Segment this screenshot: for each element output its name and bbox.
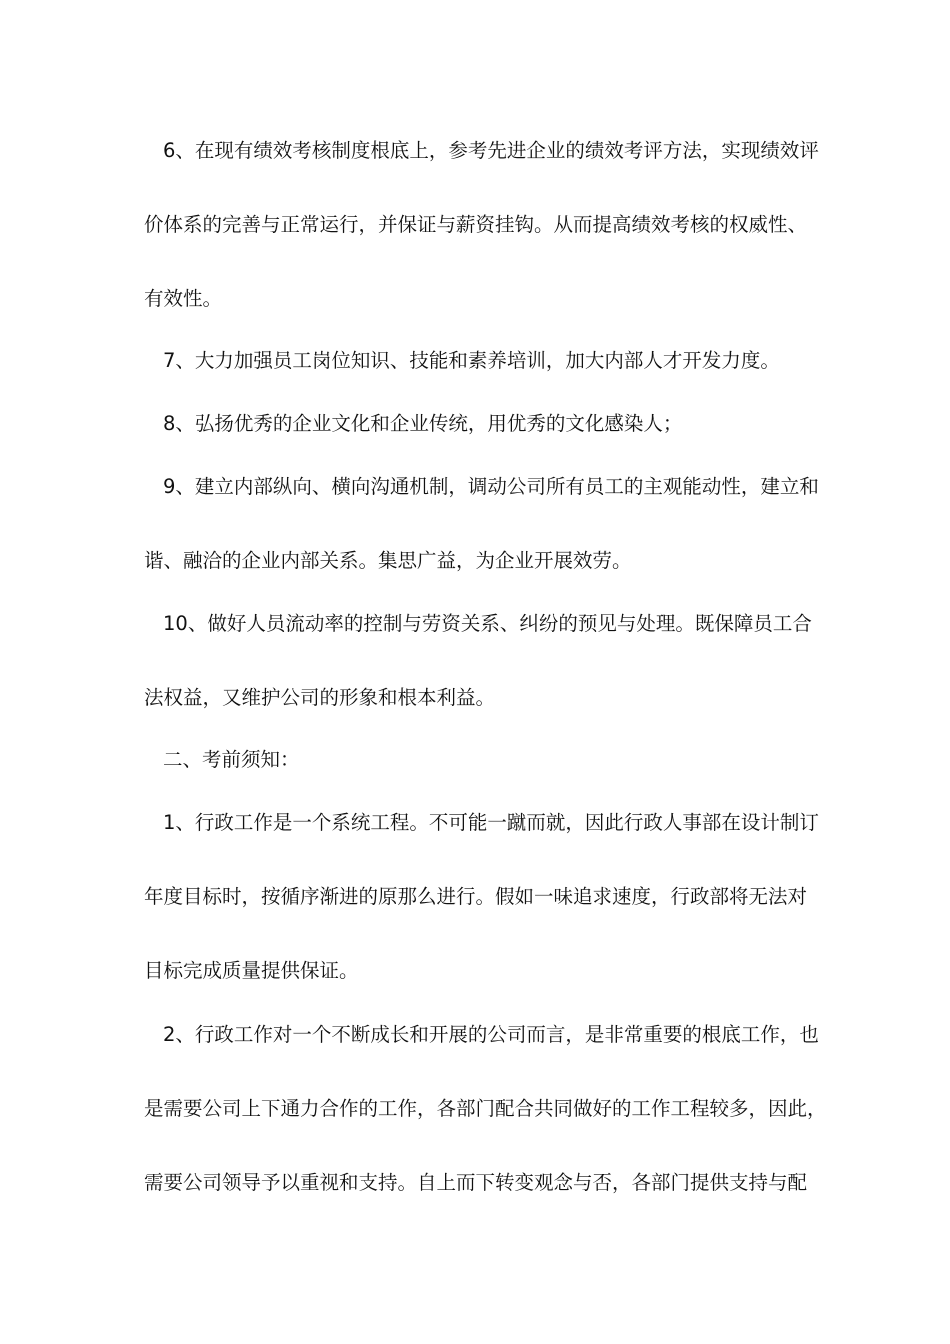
section-heading: 二、考前须知： [163,748,300,771]
paragraph-line: 目标完成质量提供保证。 [144,959,359,982]
paragraph-line: 2、行政工作对一个不断成长和开展的公司而言，是非常重要的根底工作，也 [163,1023,819,1046]
paragraph-line: 有效性。 [144,287,223,310]
paragraph-line: 10、做好人员流动率的控制与劳资关系、纠纷的预见与处理。既保障员工合 [163,612,812,635]
paragraph-line: 6、在现有绩效考核制度根底上，参考先进企业的绩效考评方法，实现绩效评 [163,139,819,162]
paragraph-line: 7、大力加强员工岗位知识、技能和素养培训，加大内部人才开发力度。 [163,349,780,372]
paragraph-line: 8、弘扬优秀的企业文化和企业传统，用优秀的文化感染人； [163,412,683,435]
paragraph-line: 价体系的完善与正常运行，并保证与薪资挂钩。从而提高绩效考核的权威性、 [144,213,808,236]
paragraph-line: 9、建立内部纵向、横向沟通机制，调动公司所有员工的主观能动性，建立和 [163,475,819,498]
paragraph-line: 谐、融洽的企业内部关系。集思广益，为企业开展效劳。 [144,549,632,572]
paragraph-line: 法权益，又维护公司的形象和根本利益。 [144,686,496,709]
paragraph-line: 需要公司领导予以重视和支持。自上而下转变观念与否，各部门提供支持与配 [144,1171,808,1194]
paragraph-line: 是需要公司上下通力合作的工作，各部门配合共同做好的工作工程较多，因此， [144,1097,827,1120]
paragraph-line: 1、行政工作是一个系统工程。不可能一蹴而就，因此行政人事部在设计制订 [163,811,819,834]
paragraph-line: 年度目标时，按循序渐进的原那么进行。假如一味追求速度，行政部将无法对 [144,885,808,908]
